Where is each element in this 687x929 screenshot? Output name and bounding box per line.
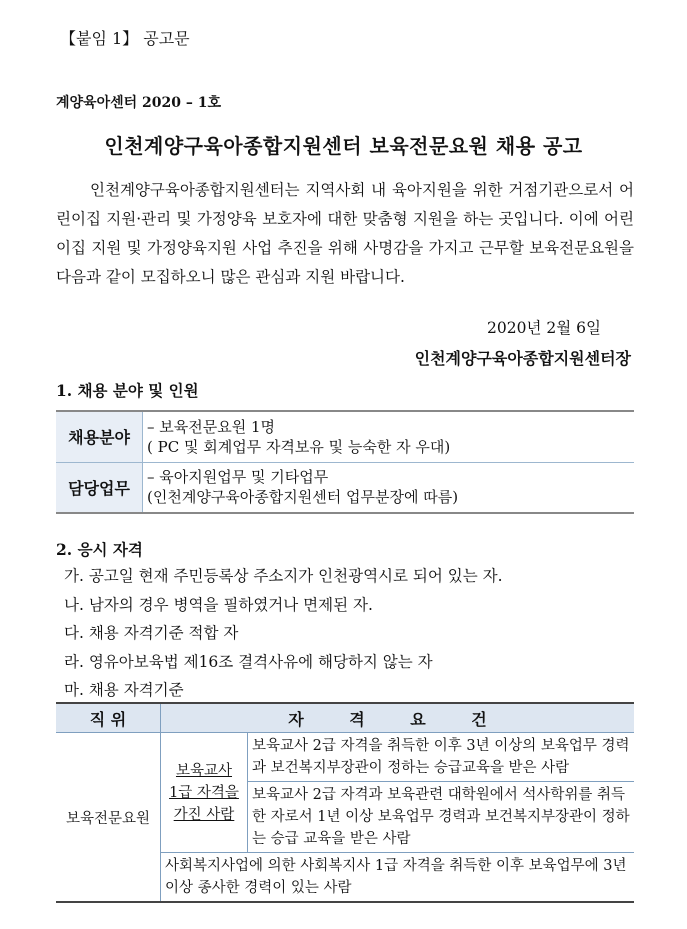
row-label: 담당업무 xyxy=(56,462,143,513)
row-line: – 보육전문요원 1명 xyxy=(147,417,276,436)
group-line: 보육교사 xyxy=(175,762,233,779)
list-item: 나. 남자의 경우 병역을 필하였거나 면제된 자. xyxy=(64,595,373,614)
group-line: 가진 사람 xyxy=(173,806,235,823)
row-line: (인천계양구육아종합지원센터 업무분장에 따름) xyxy=(147,488,459,507)
criteria-table xyxy=(56,702,634,903)
list-item: 다. 채용 자격기준 적합 자 xyxy=(64,624,239,642)
qualification-list xyxy=(64,562,503,705)
announcement-date: 2020년 2월 6일 xyxy=(487,319,601,337)
section1-heading: 1. 채용 분야 및 인원 xyxy=(56,381,199,400)
intro-paragraph: 인천계양구육아종합지원센터는 지역사회 내 육아지원을 위한 거점기관으로서 어린이집 지원·관리 및 가정양육 보호자에 대한 맞춤형 지원을 하는 곳입니다. 이에 어린이집 지원 및 가정양육지원 사업 추진을 위해 사명감을 가지고 근무할 보육전문요원을 다음과 같이 모집하오니 많은 관심과 지원 바랍니다. xyxy=(56,181,634,286)
table-row xyxy=(56,411,634,462)
page-title: 인천계양구육아종합지원센터 보육전문요원 채용 공고 xyxy=(104,134,583,158)
list-item: 가. 공고일 현재 주민등록상 주소지가 인천광역시로 되어 있는 자. xyxy=(64,567,503,585)
document-number: 계양육아센터 2020 – 1호 xyxy=(56,95,221,111)
table-header-row xyxy=(56,703,634,733)
attachment-label: 【붙임 1】 공고문 xyxy=(60,29,190,48)
requirement-cell: 사회복지사업에 의한 사회복지사 1급 자격을 취득한 이후 보육업무에 3년 이상 종사한 경력이 있는 사람 xyxy=(161,853,635,903)
position-cell: 보육전문요원 xyxy=(56,733,161,903)
table-row xyxy=(56,733,634,782)
row-label: 채용분야 xyxy=(56,411,143,462)
group-line: 1급 자격을 xyxy=(169,784,239,801)
requirement-cell: 보육교사 2급 자격과 보육관련 대학원에서 석사학위를 취득한 자로서 1년 이상 보육업무 경력과 보건복지부장관이 정하는 승급 교육을 받은 사람 xyxy=(248,782,635,853)
issuing-organization: 인천계양구육아종합지원센터장 xyxy=(414,349,631,368)
section2-heading: 2. 응시 자격 xyxy=(56,540,143,559)
recruitment-table xyxy=(56,410,634,514)
table-row xyxy=(56,462,634,513)
requirement-cell: 보육교사 2급 자격을 취득한 이후 3년 이상의 보육업무 경력과 보건복지부장관이 정하는 승급교육을 받은 사람 xyxy=(248,733,635,782)
row-content xyxy=(143,411,635,462)
list-item: 마. 채용 자격기준 xyxy=(64,681,184,699)
header-position: 직 위 xyxy=(56,703,161,733)
list-item: 라. 영유아보육법 제16조 결격사유에 해당하지 않는 자 xyxy=(64,652,433,671)
row-content xyxy=(143,462,635,513)
qualification-group-cell xyxy=(161,733,248,853)
row-line: ( PC 및 회계업무 자격보유 및 능숙한 자 우대) xyxy=(147,437,451,456)
header-requirements: 자 격 요 건 xyxy=(161,703,635,733)
row-line: – 육아지원업무 및 기타업무 xyxy=(147,468,329,487)
